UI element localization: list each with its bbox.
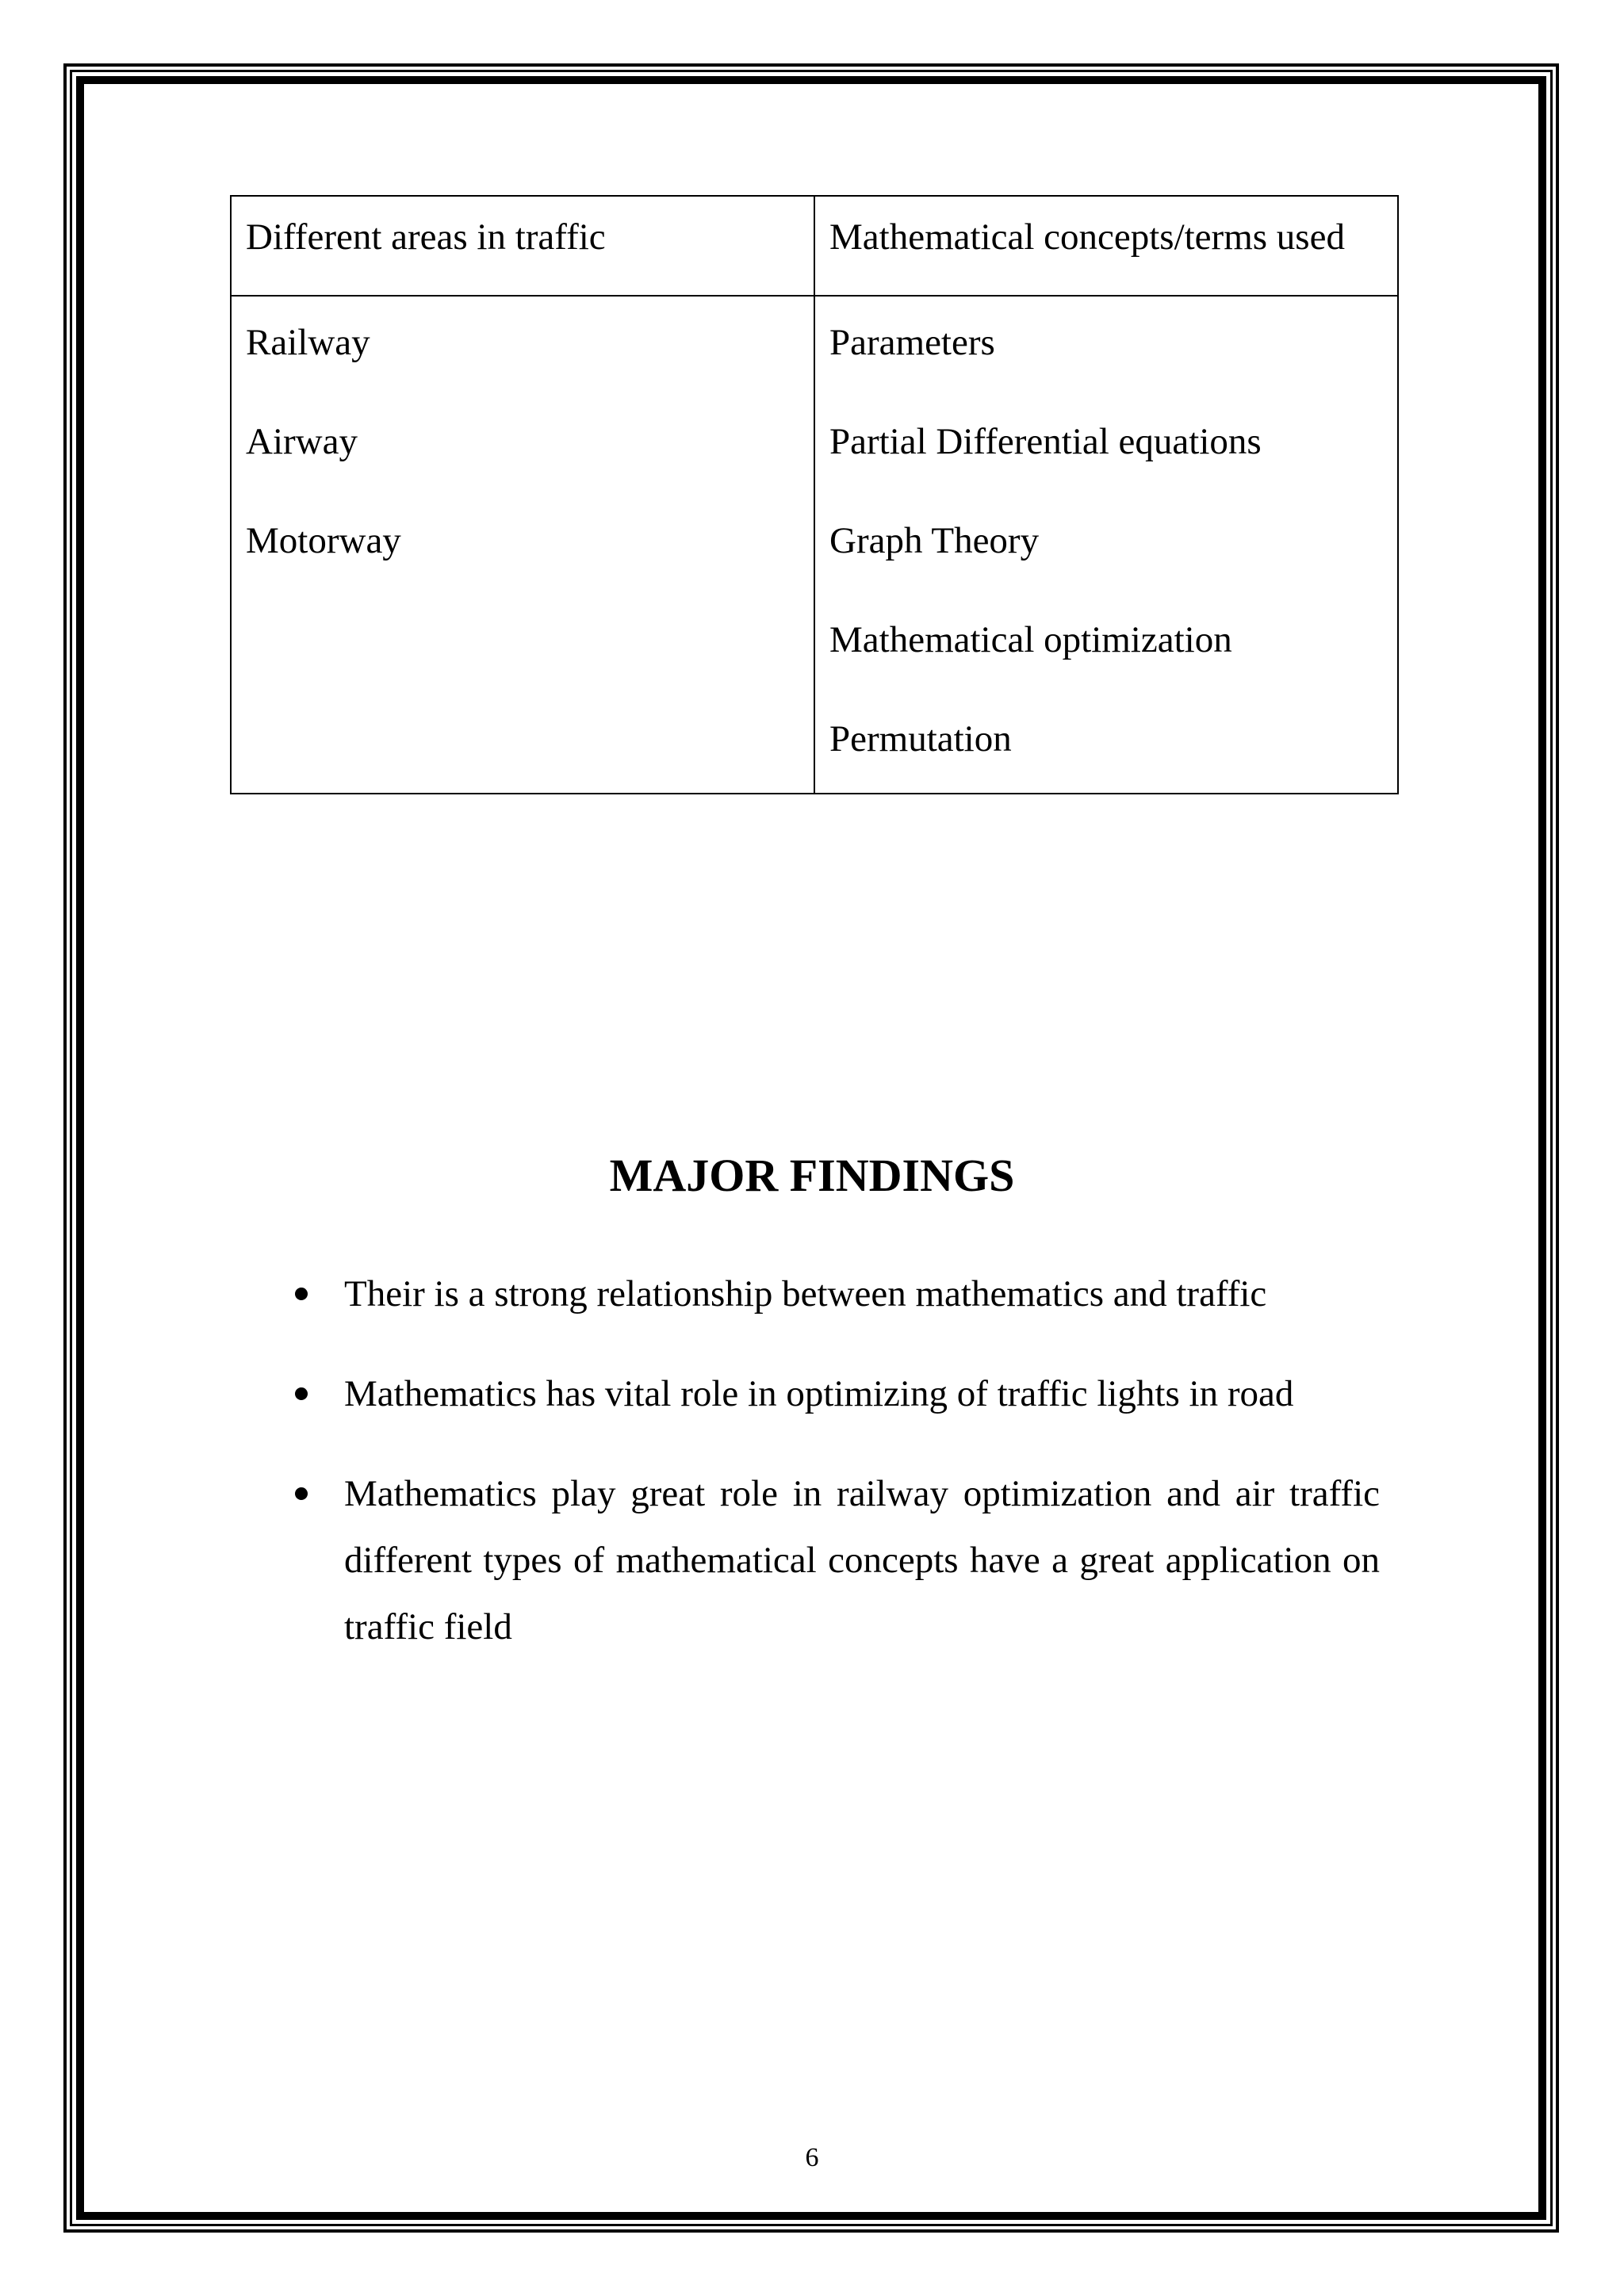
area-item: Airway: [246, 421, 358, 462]
section-title: MAJOR FINDINGS: [609, 1150, 1015, 1201]
traffic-concepts-table: [230, 195, 1399, 794]
bullet-icon: [295, 1288, 308, 1300]
table-row: [231, 296, 1398, 794]
list-item: [285, 1261, 1380, 1327]
findings-list: [285, 1261, 1380, 1693]
finding-text: Mathematics play great role in railway optimization and air traffic different types of mathematical concepts have a great application on traffic field: [344, 1473, 1380, 1647]
table-header-row: [231, 196, 1398, 296]
page-number: 6: [805, 2143, 819, 2172]
concept-item: Mathematical optimization: [829, 619, 1232, 660]
concept-item: Graph Theory: [829, 520, 1040, 561]
concept-item: Partial Differential equations: [829, 421, 1262, 462]
concepts-cell: [814, 296, 1398, 794]
list-item: [285, 1360, 1380, 1427]
finding-text: Mathematics has vital role in optimizing of traffic lights in road: [344, 1373, 1294, 1414]
concept-item: Parameters: [829, 322, 995, 363]
area-item: Motorway: [246, 520, 401, 561]
bullet-icon: [295, 1387, 308, 1400]
list-item: [285, 1460, 1380, 1660]
header-concepts: Mathematical concepts/terms used: [814, 196, 1398, 296]
bullet-icon: [295, 1487, 308, 1500]
area-item: Railway: [246, 322, 370, 363]
finding-text: Their is a strong relationship between mathematics and traffic: [344, 1273, 1267, 1314]
concept-item: Permutation: [829, 718, 1012, 760]
header-areas: Different areas in traffic: [231, 196, 814, 296]
areas-cell: [231, 296, 814, 794]
